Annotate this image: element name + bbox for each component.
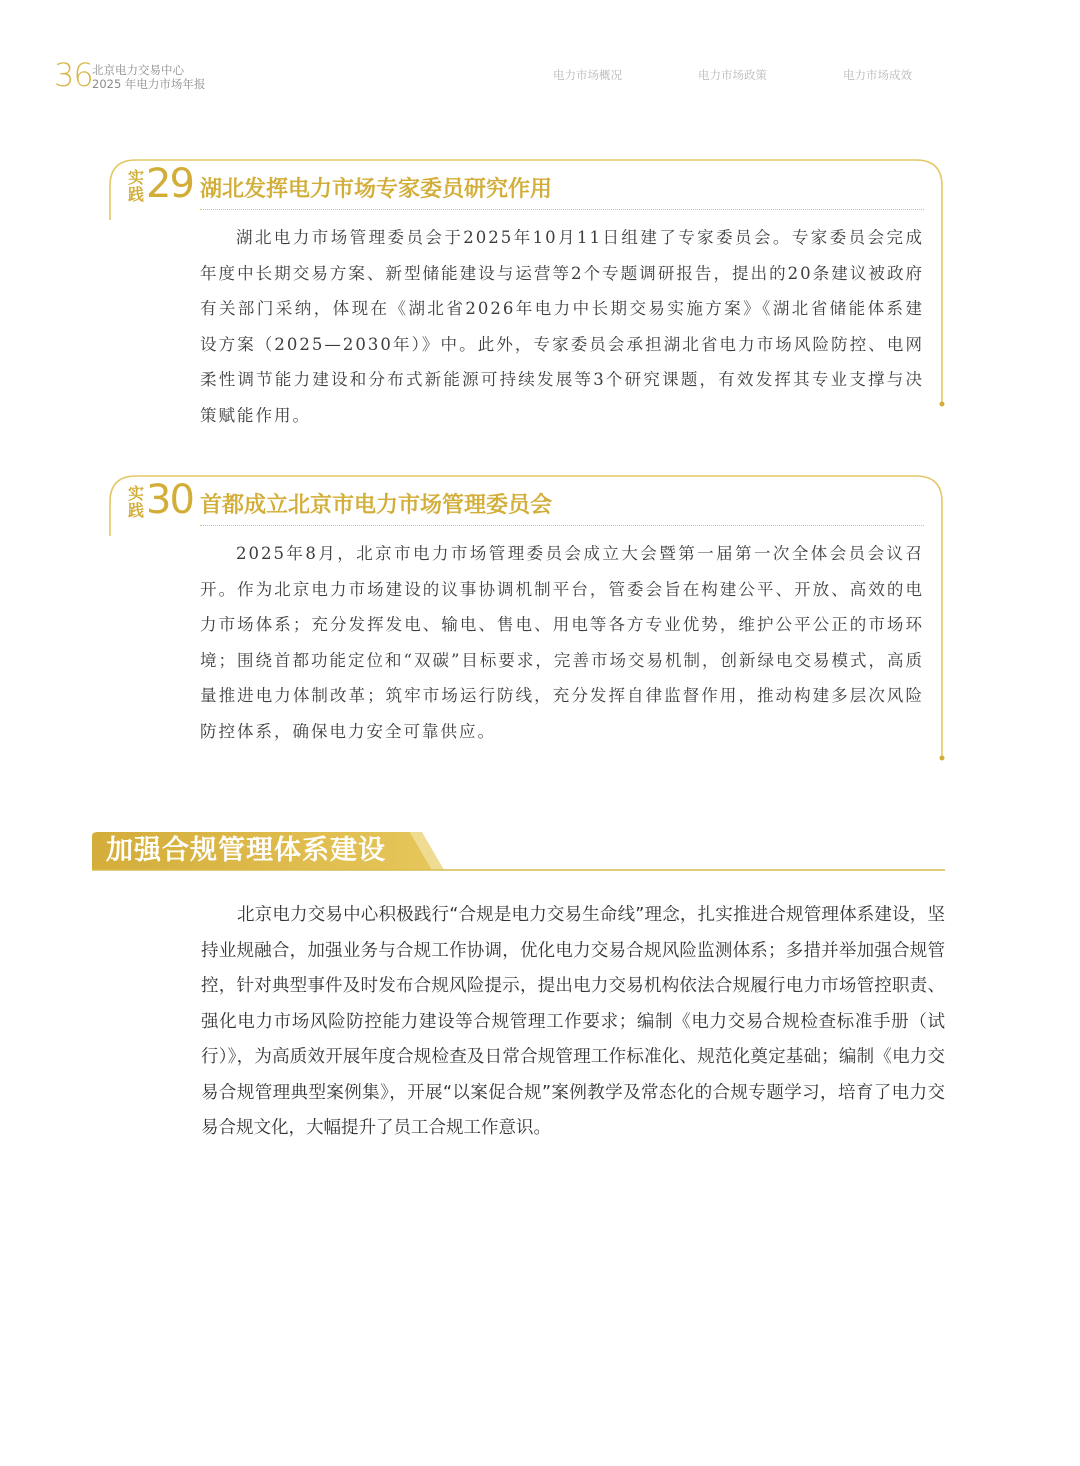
dotted-divider [200,209,924,210]
case-title: 湖北发挥电力市场专家委员研究作用 [200,177,553,202]
case-title: 首都成立北京市电力市场管理委员会 [200,493,553,518]
case-tag: 实践 [127,484,144,520]
section-title: 加强合规管理体系建设 [106,835,386,866]
publisher-name: 北京电力交易中心 [92,63,184,77]
case-card-29 [108,158,944,425]
case-card-30 [108,474,944,762]
section-body: 北京电力交易中心积极践行“合规是电力交易生命线”理念，扎实推进合规管理体系建设，坚持业规融合，加强业务与合规工作协调，优化电力交易合规风险监测体系；多措并举加强合规管控，针对典型事件及时发布合规风险提示，提出电力交易机构依法合规履行电力市场管控职责、强化电力市场风险防控能力建设等合规管理工作要求；编制《电力交易合规检查标准手册（试行）》，为高质效开展年度合规检查及日常合规管理工作标准化、规范化奠定基础；编制《电力交易合规管理典型案例集》，开展“以案促合规”案例教学及常态化的合规专题学习，培育了电力交易合规文化，大幅提升了员工合规工作意识。 [201,905,945,1138]
case-body: 湖北电力市场管理委员会于2025年10月11日组建了专家委员会。专家委员会完成年度中长期交易方案、新型储能建设与运营等2个专题调研报告，提出的20条建议被政府有关部门采纳，体现在《湖北省2026年电力中长期交易实施方案》《湖北省储能体系建设方案（2025—2030年）》中。此外，专家委员会承担湖北省电力市场风险防控、电网柔性调节能力建设和分布式新能源可持续发展等3个研究课题，有效发挥其专业支撑与决策赋能作用。 [200,228,924,425]
dotted-divider [200,525,924,526]
case-number: 30 [146,477,193,523]
nav-tab-market-overview[interactable]: 电力市场概况 [553,68,622,82]
report-title: 2025 年电力市场年报 [92,77,206,91]
nav-tab-market-results[interactable]: 电力市场成效 [843,68,912,82]
section-banner [92,830,945,872]
case-number: 29 [146,161,193,207]
page-number: 36 [54,56,93,94]
case-body: 2025年8月，北京市电力市场管理委员会成立大会暨第一届第一次全体会员会议召开。作为北京电力市场建设的议事协调机制平台，管委会旨在构建公平、开放、高效的电力市场体系；充分发挥发电、输电、售电、用电等各方专业优势，维护公平公正的市场环境；围绕首都功能定位和“双碳”目标要求，完善市场交易机制，创新绿电交易模式，高质量推进电力体制改革；筑牢市场运行防线，充分发挥自律监督作用，推动构建多层次风险防控体系，确保电力安全可靠供应。 [200,544,924,741]
nav-tab-market-policy[interactable]: 电力市场政策 [698,68,767,82]
page-header [0,0,1080,110]
case-tag: 实践 [127,168,144,204]
